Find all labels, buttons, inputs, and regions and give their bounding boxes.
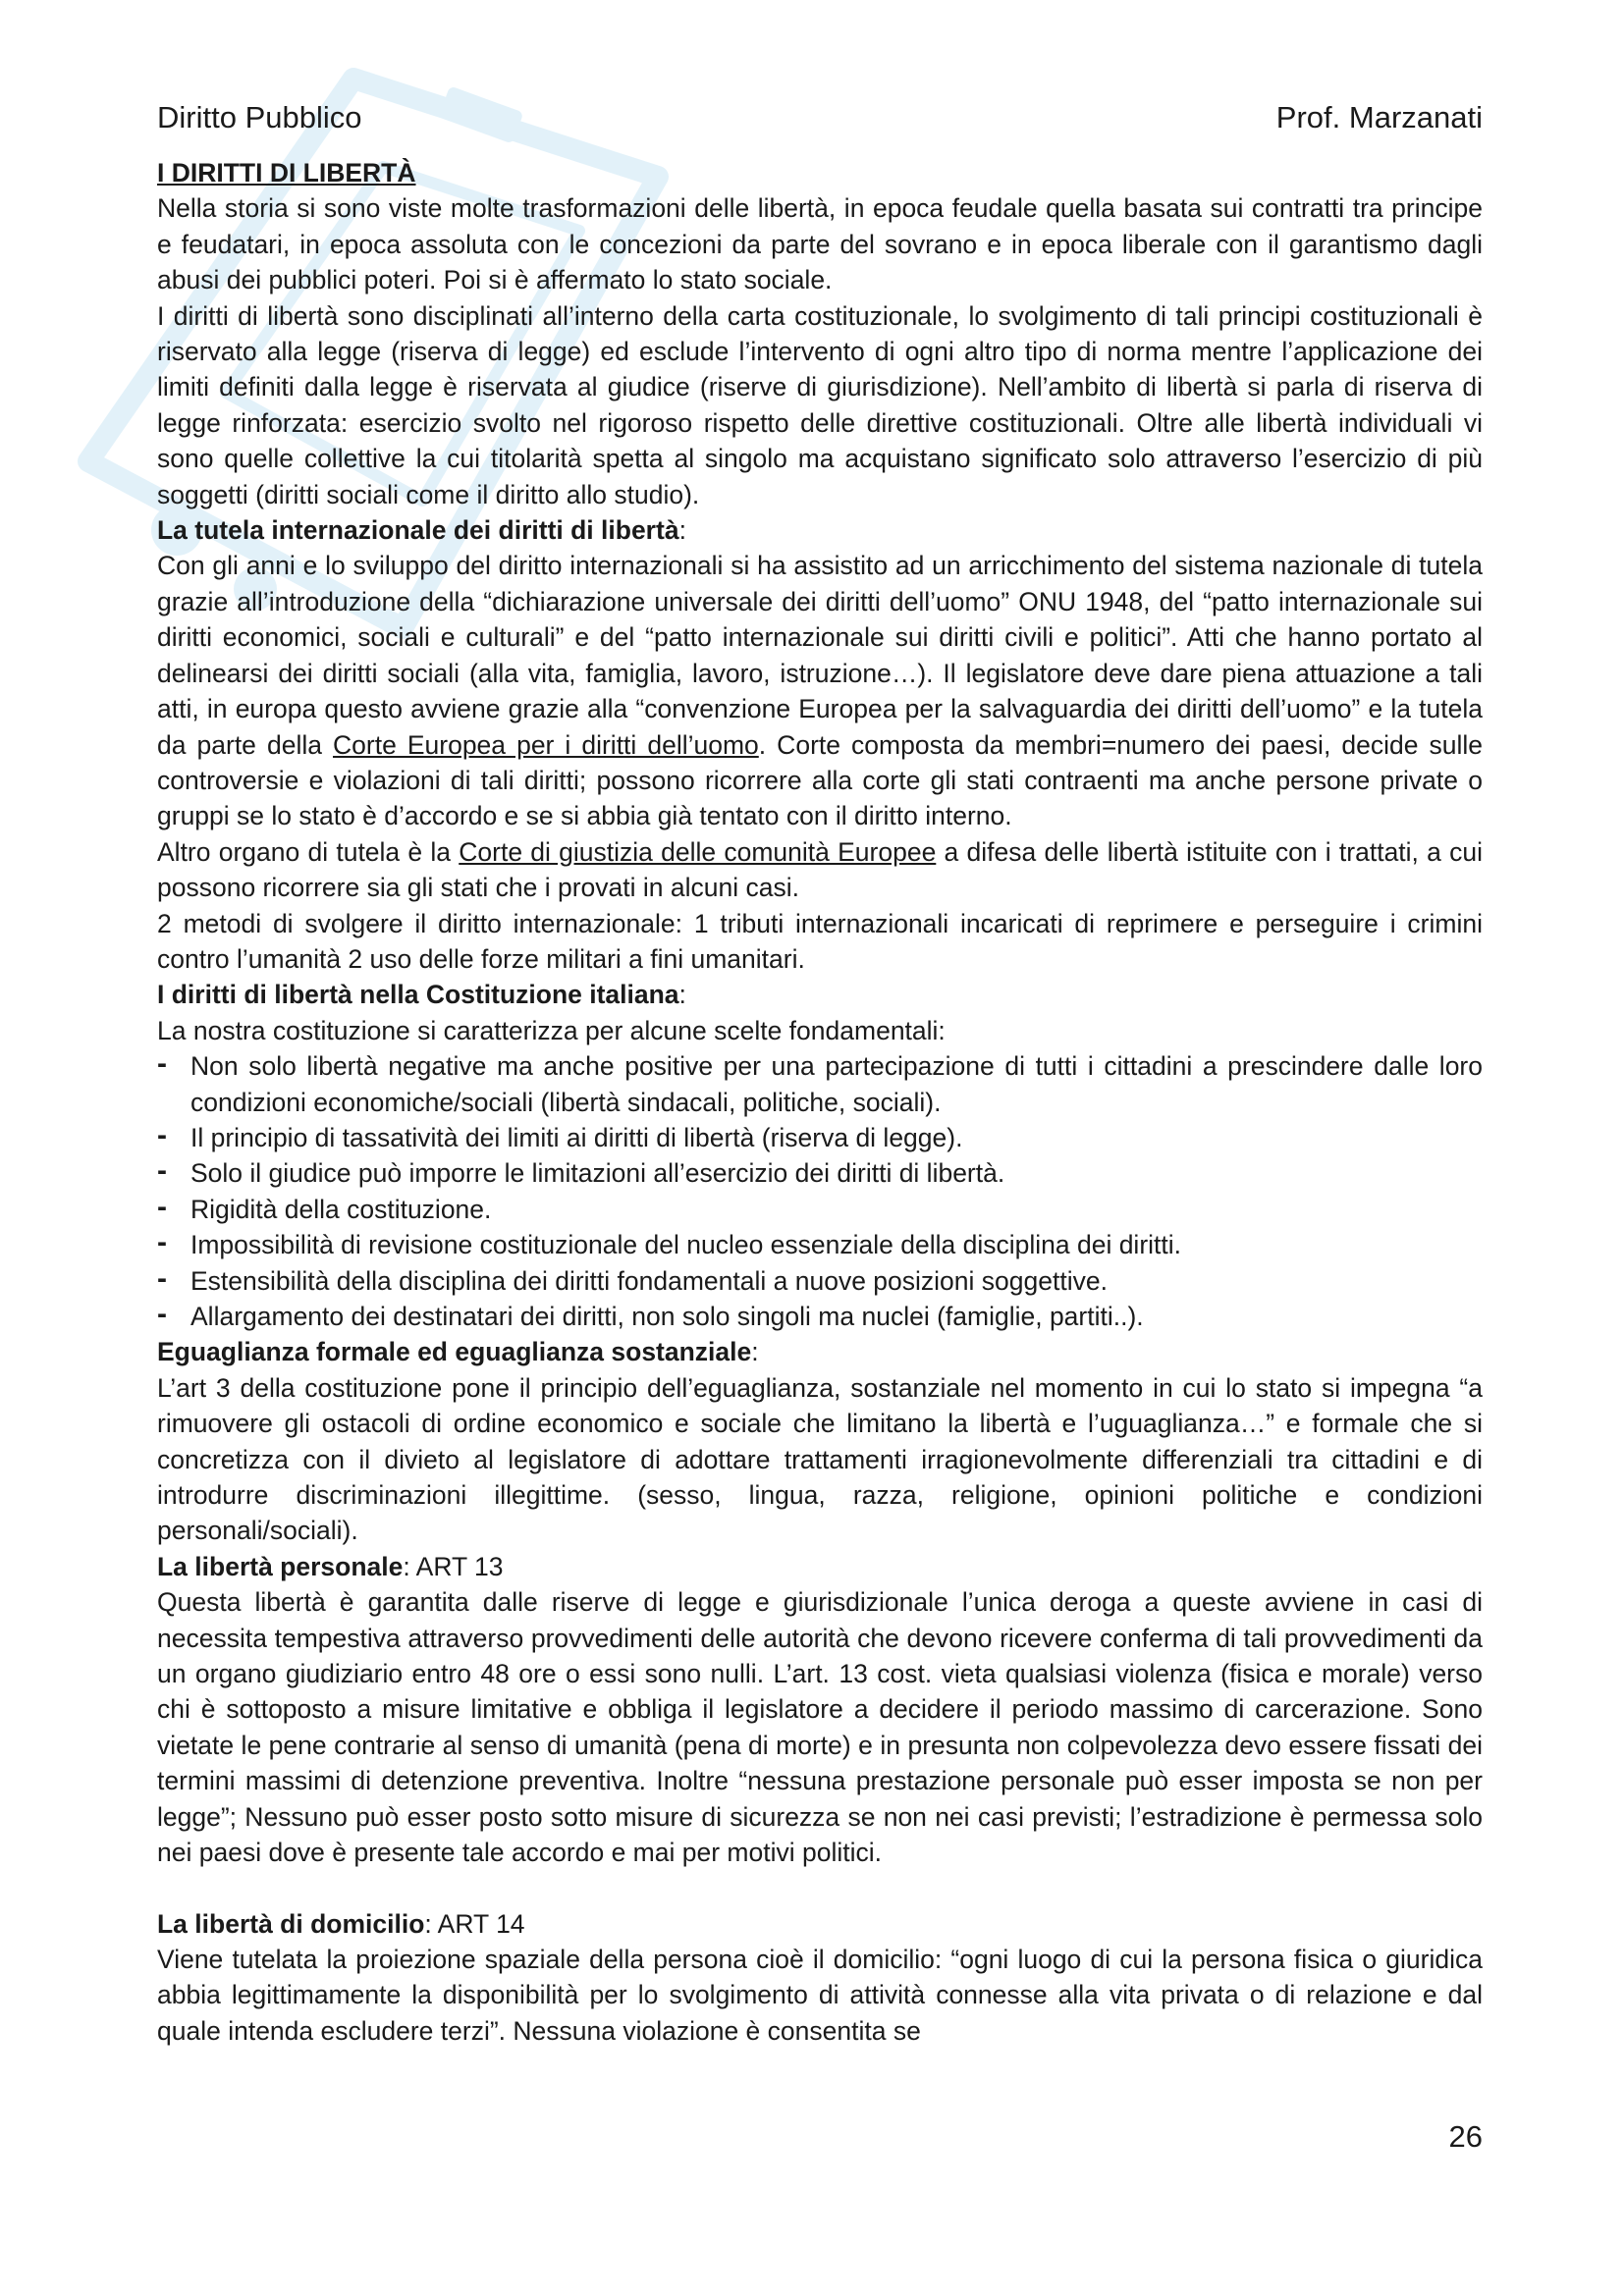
heading-personal-freedom-text: La libertà personale xyxy=(157,1551,404,1581)
domicile-paragraph: Viene tutelata la proiezione spaziale della persona cioè il domicilio: “ogni luogo di cui la persona fisica o giuridica abbia legittimamente la disponibilità per lo svolgimento di attività connesse alla vita privata o di relazione e dal quale intenda escludere terzi”. Nessuna violazione è consentita se xyxy=(157,1944,1483,2046)
heading-article-ref: : ART 13 xyxy=(403,1551,504,1581)
link-court-of-justice-eu[interactable]: Corte di giustizia delle comunità Europee xyxy=(459,836,937,867)
international-paragraph-1 xyxy=(157,548,1483,833)
international-paragraph-3: 2 metodi di svolgere il diritto internazionale: 1 tributi internazionali incaricati di reprimere e perseguire i crimini contro l’umanità 2 uso delle forze militari a fini umanitari. xyxy=(157,908,1483,974)
heading-equality-text: Eguaglianza formale ed eguaglianza sostanziale xyxy=(157,1337,752,1367)
constitution-intro: La nostra costituzione si caratterizza per alcune scelte fondamentali: xyxy=(157,1015,946,1045)
heading-personal-freedom xyxy=(157,1549,1483,1584)
heading-equality xyxy=(157,1334,1483,1369)
intro-paragraph-1: Nella storia si sono viste molte trasformazioni delle libertà, in epoca feudale quella basata sui contratti tra principe e feudatari, in epoca assoluta con le concezioni da parte del sovrano e in epoca liberale con il garantismo dagli abusi dei pubblici poteri. Poi si è affermato lo stato sociale. xyxy=(157,193,1483,295)
heading-domicile-freedom xyxy=(157,1906,1483,1942)
list-item: - Estensibilità della disciplina dei diritti fondamentali a nuove posizioni soggettive. xyxy=(157,1263,1483,1299)
intro-paragraph-2: I diritti di libertà sono disciplinati all’interno della carta costituzionale, lo svolgimento di tali principi costituzionali è riservato alla legge (riserva di legge) ed esclude l’intervento di ogni altro tipo di norma mentre l’applicazione dei limiti definiti dalla legge è riservata al giudice (riserve di giurisdizione). Nell’ambito di libertà si parla di riserva di legge rinforzata: esercizio svolto nel rigoroso rispetto delle direttive costituzionali. Oltre alle libertà individuali vi sono quelle collettive la cui titolarità spetta al singolo ma acquistano significato solo attraverso l’esercizio di più soggetti (diritti sociali come il diritto allo studio). xyxy=(157,300,1483,509)
link-european-court-human-rights[interactable]: Corte Europea per i diritti dell’uomo xyxy=(333,729,759,760)
international-text-b: . Corte composta da membri=numero dei paesi, decide sulle controversie e violazioni di tali diritti; possono ricorrere alla corte gli stati contraenti ma anche persone private o gruppi se lo stato è d’accordo e se si abbia già tentato con il diritto interno. xyxy=(157,729,1483,831)
international-text-a: Con gli anni e lo sviluppo del diritto internazionali si ha assistito ad un arricchimento del sistema nazionale di tutela grazie all’introduzione della “dichiarazione universale dei diritti dell’uomo” ONU 1948, del “patto internazionale sui diritti economici, sociali e culturali” e del “patto internazionale sui diritti civili e politici”. Atti che hanno portato al delinearsi dei diritti sociali (alla vita, famiglia, lavoro, istruzione…). Il legislatore deve dare piena attuazione a tali atti, in europa questo avviene grazie alla “convenzione Europea per la salvaguardia dei diritti dell’uomo” e la tutela da parte della xyxy=(157,551,1483,760)
heading-italian-constitution-text: I diritti di libertà nella Costituzione italiana xyxy=(157,980,679,1010)
paragraph-gap xyxy=(157,1871,1483,1906)
heading-colon: : xyxy=(678,980,686,1010)
list-item: - Il principio di tassatività dei limiti ai diritti di libertà (riserva di legge). xyxy=(157,1120,1483,1155)
heading-colon: : xyxy=(678,515,686,546)
list-item: - Non solo libertà negative ma anche positive per una partecipazione di tutti i cittadini a prescindere dalle loro condizioni economiche/sociali (libertà sindacali, politiche, sociali). xyxy=(157,1048,1483,1120)
header-course-title: Diritto Pubblico xyxy=(157,100,362,134)
page-header xyxy=(157,98,1483,137)
heading-domicile-freedom-text: La libertà di domicilio xyxy=(157,1908,425,1939)
international-text-d: a difesa delle libertà istituite con i trattati, a cui possono ricorrere sia gli stati che i provati in alcuni casi. xyxy=(157,836,1484,903)
heading-international-protection-text: La tutela internazionale dei diritti di libertà xyxy=(157,515,679,546)
personal-freedom-paragraph: Questa libertà è garantita dalle riserve di legge e giurisdizionale l’unica deroga a queste avviene in casi di necessita tempestiva attraverso provvedimenti delle autorità che devono ricevere conferma di tali provvedimenti da un organo giudiziario entro 48 ore o essi sono nulli. L’art. 13 cost. vieta qualsiasi violenza (fisica e morale) verso chi è sottoposto a misure limitative e obbliga il legislatore a decidere il periodo massimo di carcerazione. Sono vietate le pene contrarie al senso di umanità (pena di morte) e in presunta non colpevolezza devo essere fissati dei termini massimi di detenzione preventiva. Inoltre “nessuna prestazione personale può esser imposta se non per legge”; Nessuno può esser posto sotto misure di sicurezza se non nei casi previsti; l’estradizione è permessa solo nei paesi dove è presente tale accordo e mai per motivi politici. xyxy=(157,1587,1483,1868)
list-item: - Solo il giudice può imporre le limitazioni all’esercizio dei diritti di libertà. xyxy=(157,1155,1483,1191)
international-text-c: Altro organo di tutela è la xyxy=(157,836,460,867)
constitution-choices-list xyxy=(157,1048,1483,1334)
heading-italian-constitution xyxy=(157,977,1483,1012)
heading-international-protection xyxy=(157,512,1483,548)
document-body xyxy=(157,155,1483,2049)
international-paragraph-2 xyxy=(157,834,1483,906)
section-title: I DIRITTI DI LIBERTÀ xyxy=(157,158,416,187)
header-professor: Prof. Marzanati xyxy=(1275,100,1483,134)
list-item: - Rigidità della costituzione. xyxy=(157,1192,1483,1227)
equality-paragraph: L’art 3 della costituzione pone il principio dell’eguaglianza, sostanziale nel momento in cui lo stato si impegna “a rimuovere gli ostacoli di ordine economico e sociale che limitano la libertà e l’uguaglianza…” e formale che si concretizza con il divieto al legislatore di adottare trattamenti irragionevolmente differenziali tra cittadini e di introdurre discriminazioni illegittime. (sesso, lingua, razza, religione, opinioni politiche e condizioni personali/sociali). xyxy=(157,1372,1483,1546)
heading-colon: : xyxy=(751,1337,759,1367)
list-item: - Allargamento dei destinatari dei diritti, non solo singoli ma nuclei (famiglie, partiti..). xyxy=(157,1299,1483,1334)
page-number: 26 xyxy=(1448,2119,1483,2154)
heading-article-ref: : ART 14 xyxy=(424,1908,525,1939)
list-item: - Impossibilità di revisione costituzionale del nucleo essenziale della disciplina dei diritti. xyxy=(157,1227,1483,1262)
